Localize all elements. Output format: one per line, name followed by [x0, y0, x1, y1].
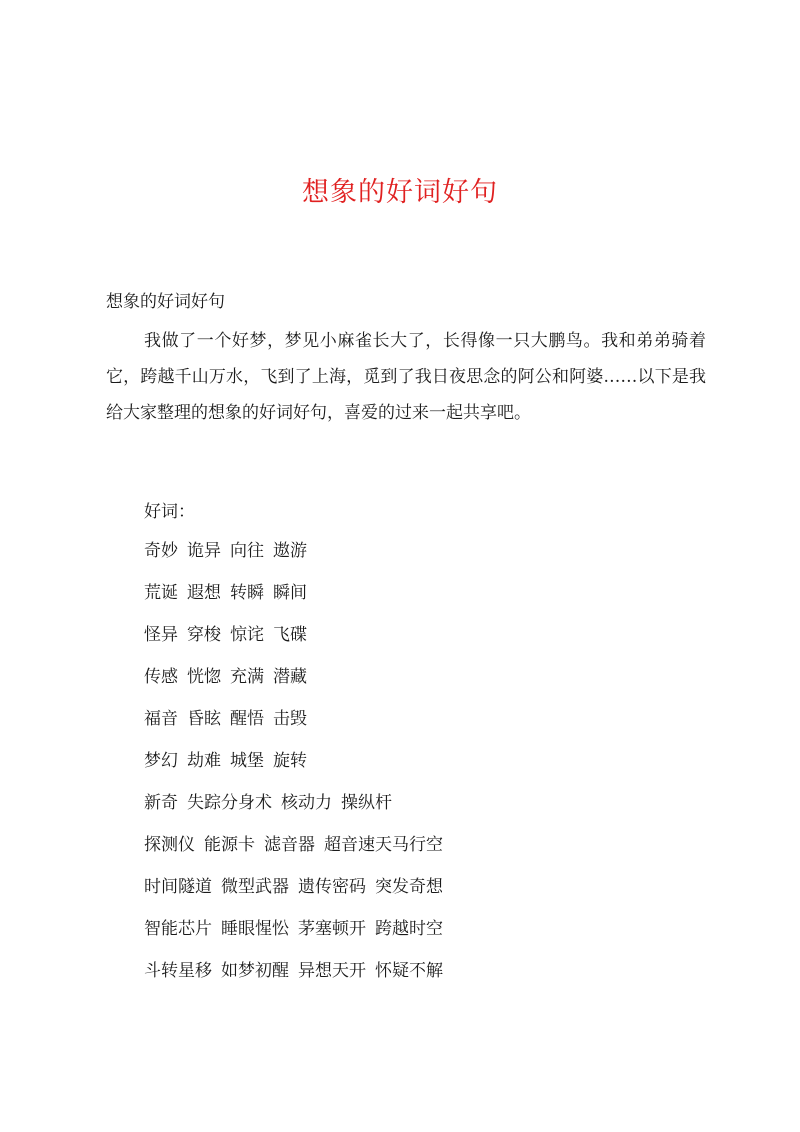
word-item: 昏眩 [187, 709, 221, 729]
word-item: 福音 [144, 709, 178, 729]
word-item: 操纵杆 [341, 793, 392, 813]
word-item: 向往 [230, 541, 264, 561]
word-item: 茅塞顿开 [298, 919, 366, 939]
word-item: 探测仪 [144, 835, 195, 855]
word-item: 穿梭 [187, 625, 221, 645]
word-row [144, 747, 443, 789]
word-item: 遐想 [187, 583, 221, 603]
word-item: 超音速天马行空 [324, 835, 443, 855]
word-item: 梦幻 [144, 751, 178, 771]
word-row [144, 705, 443, 747]
word-item: 滤音器 [264, 835, 315, 855]
word-row [144, 663, 443, 705]
word-item: 睡眼惺忪 [221, 919, 289, 939]
document-subtitle: 想象的好词好句 [106, 292, 225, 312]
word-item: 击毁 [273, 709, 307, 729]
word-item: 瞬间 [273, 583, 307, 603]
word-item: 遗传密码 [298, 877, 366, 897]
word-item: 异想天开 [298, 961, 366, 981]
word-item: 微型武器 [221, 877, 289, 897]
word-item: 城堡 [230, 751, 264, 771]
good-words-label: 好词： [144, 502, 195, 522]
word-item: 诡异 [187, 541, 221, 561]
word-row [144, 789, 443, 831]
word-item: 遨游 [273, 541, 307, 561]
word-row [144, 579, 443, 621]
word-item: 能源卡 [204, 835, 255, 855]
word-item: 惊诧 [230, 625, 264, 645]
intro-paragraph: 我做了一个好梦，梦见小麻雀长大了，长得像一只大鹏鸟。我和弟弟骑着它，跨越千山万水，飞到了上海，觅到了我日夜思念的阿公和阿婆……以下是我给大家整理的想象的好词好句，喜爱的过来一起共享吧。 [106, 331, 706, 423]
word-item: 传感 [144, 667, 178, 687]
word-item: 跨越时空 [375, 919, 443, 939]
word-item: 奇妙 [144, 541, 178, 561]
word-item: 充满 [230, 667, 264, 687]
word-row [144, 621, 443, 663]
word-item: 转瞬 [230, 583, 264, 603]
word-item: 飞碟 [273, 625, 307, 645]
word-item: 核动力 [281, 793, 332, 813]
word-row [144, 915, 443, 957]
word-row [144, 537, 443, 579]
word-item: 失踪分身术 [187, 793, 272, 813]
word-item: 突发奇想 [375, 877, 443, 897]
word-item: 旋转 [273, 751, 307, 771]
word-item: 潜藏 [273, 667, 307, 687]
word-item: 醒悟 [230, 709, 264, 729]
word-row [144, 831, 443, 873]
word-item: 劫难 [187, 751, 221, 771]
word-item: 斗转星移 [144, 961, 212, 981]
word-item: 荒诞 [144, 583, 178, 603]
word-item: 新奇 [144, 793, 178, 813]
word-item: 如梦初醒 [221, 961, 289, 981]
good-words-list [144, 537, 443, 999]
word-item: 怀疑不解 [375, 961, 443, 981]
word-item: 恍惚 [187, 667, 221, 687]
word-item: 怪异 [144, 625, 178, 645]
word-row [144, 873, 443, 915]
document-title: 想象的好词好句 [302, 177, 498, 208]
word-item: 智能芯片 [144, 919, 212, 939]
word-item: 时间隧道 [144, 877, 212, 897]
word-row [144, 957, 443, 999]
